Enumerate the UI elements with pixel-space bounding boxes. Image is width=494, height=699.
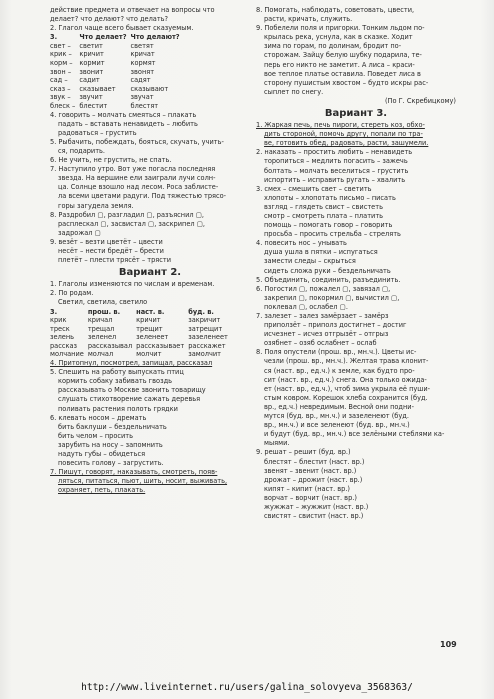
table-cell: звон – — [50, 67, 72, 76]
v3-item-3 — [256, 185, 456, 240]
text-line: 8. Раздробил ▢, разгладил ▢, разъяснил ▢, — [50, 210, 205, 219]
text-line: жужжат – жужжит (наст. вр.) — [264, 502, 369, 511]
table-cell: зазеленеет — [188, 333, 228, 342]
table-row — [50, 68, 184, 77]
item-3-header — [50, 33, 184, 42]
column-header: 3. — [50, 33, 58, 42]
text-line: 6. Погостил ▢, пожалел ▢, завязал ▢, — [256, 284, 391, 293]
table-cell: молчал — [87, 350, 114, 359]
table-cell: корм – — [50, 59, 73, 68]
text-line: взгляд – глядеть свист – свистеть — [264, 202, 383, 211]
text-line: дить стороной, помочь другу, попали по тра- — [264, 130, 423, 139]
v3-item-2 — [256, 148, 456, 184]
text-line: 9. решат – решит (буд. вр.) — [256, 448, 351, 457]
text-line: исчезнет – исчез отгрызёт – отгрыз — [264, 330, 389, 339]
table-cell: крик — [50, 316, 67, 325]
v3-item-7 — [256, 312, 456, 348]
v2-item-6 — [50, 414, 250, 469]
v2-item-4: 4. Притопнул, посмотрел, запищал, рассказал — [50, 359, 213, 368]
text-line: ве, готовить обед, радовать, расти, зашумели. — [264, 139, 429, 148]
item-9 — [50, 238, 250, 265]
v2-item-5 — [50, 368, 250, 413]
text-line: 5. Спешить на работу выпускать птиц — [50, 368, 184, 377]
text-line: 9. Побелели поля и пригорки. Тонким льдом по- — [256, 24, 425, 33]
text-line: хлопоты – хлопотать письмо – писать — [264, 193, 396, 202]
table-row — [50, 76, 184, 85]
text-line: охраняет, петь, плакать. — [58, 486, 146, 495]
table-cell: звонит — [79, 67, 104, 76]
v2-item-3-table — [50, 308, 232, 360]
text-line: поливать растения полоть грядки — [58, 404, 178, 413]
text-line: радоваться – грустить — [58, 128, 137, 137]
text-line: 3. смех – смешить свет – светить — [256, 184, 372, 193]
table-cell: рассказ — [50, 341, 78, 350]
right-column — [256, 6, 456, 521]
column-header: прош. в. — [87, 307, 121, 316]
table-cell: закричит — [188, 316, 221, 325]
table-cell: трещит — [136, 324, 163, 333]
text-line: вр., мн.ч.) и все зеленеют (буд. вр., мн.ч.) — [264, 421, 410, 430]
table-cell: расскажет — [188, 341, 226, 350]
table-cell: кричат — [130, 50, 155, 59]
table-cell: кричит — [79, 50, 104, 59]
item-5 — [50, 138, 250, 156]
text-line: 7. залезет – залез замёрзает – замёрз — [256, 312, 389, 320]
table-row — [50, 342, 232, 351]
v2-item-2 — [50, 289, 250, 307]
table-cell: треск — [50, 324, 70, 333]
table-cell: рассказывает — [136, 341, 185, 350]
text-line: крылась река, уснула, как в сказке. Ходит — [264, 33, 413, 42]
table-cell: сад – — [50, 76, 68, 85]
table-row — [50, 93, 184, 102]
text-line: слушать стихотворение сажать деревья — [58, 395, 201, 404]
table-cell: блеск – — [50, 102, 76, 111]
table-cell: молчание — [50, 350, 84, 359]
r-item-9 — [256, 24, 456, 97]
text-line: 4. говорить – молчать смеяться – плакать — [50, 110, 197, 119]
text-line: помощь – помогать говор – говорить — [264, 221, 393, 230]
text-line: ла всеми цветами радуги. Под тяжестью трясо- — [58, 192, 227, 201]
table-cell: блестит — [79, 102, 108, 111]
intro-text — [50, 6, 250, 24]
table-cell: зеленеет — [136, 333, 169, 342]
text-line: повесить голову – загрустить. — [58, 459, 164, 468]
text-line: 8. Помогать, наблюдать, советовать, цвести, — [256, 6, 415, 14]
r-item-8 — [256, 6, 456, 24]
text-line: замести следы – скрыться — [264, 257, 356, 266]
table-cell: садят — [130, 76, 151, 85]
item-3-table — [50, 33, 184, 110]
text-line: и будут (буд. вр., мн.ч.) все зелёными стеблями ка- — [264, 430, 445, 439]
text-line: рассказывать о Москве звонить товарищу — [58, 386, 206, 395]
text-line: сторону пушистым хвостом – будто искры рас- — [264, 78, 429, 87]
text-line: озябнет – озяб ослабнет – ослаб — [264, 339, 377, 348]
table-cell: кричит — [136, 316, 161, 325]
table-row — [50, 333, 232, 342]
variant-3-title: Вариант 3. — [324, 108, 388, 120]
variant-2-title: Вариант 2. — [118, 267, 182, 279]
text-line: поклевал ▢, ослабел ▢. — [264, 302, 348, 311]
table-row — [50, 59, 184, 68]
table-row — [50, 316, 232, 325]
text-line: дрожат – дрожит (наст. вр.) — [264, 475, 363, 484]
item-4 — [50, 111, 250, 138]
item-7 — [50, 165, 250, 210]
text-line: чезли (прош. вр., мн.ч.). Желтая трава клонит- — [264, 357, 429, 366]
v2-item-7 — [50, 468, 250, 495]
text-line: испортить – исправить ругать – хвалить — [264, 175, 406, 184]
table-row — [50, 350, 232, 359]
table-cell: кормит — [79, 59, 105, 68]
table-cell: звучат — [130, 93, 154, 102]
text-line: ляться, питаться, пьют, шить, носит, выживать, — [58, 477, 228, 486]
item-2: 2. Глагол чаще всего бывает сказуемым. — [50, 24, 194, 33]
text-line: свистят – свистит (наст. вр.) — [264, 512, 364, 521]
column-header: Что делает? — [79, 33, 127, 42]
text-line: плетёт – плести трясёт – трясти — [58, 256, 171, 265]
text-line: бить баклуши – бездельничать — [58, 422, 167, 431]
text-line: звенят – звенит (наст. вр.) — [264, 466, 357, 475]
table-row — [50, 325, 232, 334]
column-header: Что делают? — [130, 33, 180, 42]
item-6: 6. Не учить, не грустить, не спать. — [50, 156, 172, 165]
table-cell: сказывают — [130, 84, 169, 93]
text-line: сыплет по снегу. — [264, 87, 324, 96]
table-cell: садит — [79, 76, 100, 85]
table-cell: свет – — [50, 41, 71, 50]
text-line: перь его никто не заметит. А лиса – краси- — [264, 60, 415, 69]
text-line: душа ушла в пятки – испугаться — [264, 248, 378, 257]
column-header: буд. в. — [188, 307, 214, 316]
text-line: надуть губы – обидеться — [58, 450, 146, 458]
text-line: приползёт – приполз достигнет – достиг — [264, 321, 407, 330]
text-line: 2. наказать – простить любить – ненавидеть — [256, 148, 413, 157]
table-cell: кричал — [87, 316, 113, 325]
v2-item-3-header — [50, 308, 232, 317]
v2-item-3-body — [50, 316, 232, 359]
text-line: ет (наст. вр., ед.ч.), чтоб зима укрыла её пуши- — [264, 384, 430, 393]
table-cell: молчит — [136, 350, 162, 359]
v3-item-1 — [256, 121, 456, 148]
text-line: 4. повесить нос – унывать — [256, 239, 347, 248]
page-number: 109 — [440, 640, 457, 649]
table-cell: затрещит — [188, 324, 223, 333]
text-line: 7. Пишут, говорят, наказывать, смотреть, появ- — [50, 468, 218, 477]
text-line: ворчат – ворчит (наст. вр.) — [264, 493, 357, 502]
text-line: несёт – нести бредёт – брести — [58, 247, 164, 256]
table-cell: зеленел — [87, 333, 117, 342]
text-line: вое теплое платье оставила. Поведет лиса в — [264, 69, 421, 78]
text-line: ся, подарить. — [58, 147, 106, 155]
text-line: 2. По родам. — [50, 289, 94, 298]
v3-item-5: 5. Объединить, соединить, разъединить. — [256, 275, 401, 284]
text-line: смотр – смотреть плата – платить — [264, 211, 384, 220]
table-cell: светит — [79, 41, 103, 50]
table-row — [50, 50, 184, 59]
text-line: зарубить на носу – запомнить — [58, 440, 163, 449]
column-header: наст. в. — [136, 307, 165, 316]
text-line: 8. Поля опустели (прош. вр., мн.ч.). Цветы ис- — [256, 348, 417, 357]
text-line: закрепил ▢, покормил ▢, вычистил ▢, — [264, 293, 400, 302]
table-cell: светят — [130, 41, 154, 50]
table-cell: кормят — [130, 59, 156, 68]
text-line: просьба – просить стрельба – стрелять — [264, 230, 401, 239]
table-cell: звук – — [50, 93, 71, 102]
signature: (По Г. Скребицкому) — [384, 96, 456, 105]
text-line: бить челом – просить — [58, 431, 134, 440]
text-line: 1. Жаркая печь, печь пироги, стереть коз, обхо- — [256, 121, 425, 130]
table-cell: сказывает — [79, 84, 116, 93]
table-row — [50, 85, 184, 94]
text-line: падать – вставать ненавидеть – любить — [58, 119, 198, 128]
table-cell: крик – — [50, 50, 72, 59]
table-cell: замолчит — [188, 350, 222, 359]
table-cell: звучит — [79, 93, 103, 102]
item-3-body — [50, 42, 184, 111]
text-line: болтать – молчать веселиться – грустить — [264, 166, 409, 175]
v3-item-9 — [256, 448, 456, 521]
table-row — [50, 102, 184, 111]
footer-url: http://www.liveinternet.ru/users/galina_solovyeva_3568363/ — [81, 682, 413, 693]
text-line: 5. Рыбачить, побеждать, бояться, скучать, учить- — [50, 137, 224, 146]
column-header: 3. — [50, 307, 58, 316]
item-8 — [50, 211, 250, 238]
text-line: ца. Солнце взошло над лесом. Роса заблисте- — [58, 183, 219, 192]
v2-item-1: 1. Глаголы изменяются по числам и временам. — [50, 280, 215, 289]
text-line: 6. клевать носом – дремать — [50, 413, 147, 422]
text-line: Светил, светила, светило — [58, 298, 148, 307]
text-line: сит (наст. вр., ед.ч.) снега. Она только ожида- — [264, 375, 427, 384]
text-line: действие предмета и отвечает на вопросы что — [50, 6, 215, 14]
table-cell: блестят — [130, 102, 159, 111]
text-line: 9. везёт – везти цветёт – цвести — [50, 237, 163, 246]
table-row — [50, 42, 184, 51]
table-cell: зелень — [50, 333, 75, 342]
text-line: кормить собаку забивать гвоздь — [58, 377, 173, 386]
text-line: звезда. На вершине ели заиграли лучи солн- — [58, 174, 216, 183]
text-line: расплескал ▢, засвистал ▢, заскрипел ▢, — [58, 219, 206, 228]
text-line: делает? что делают? что делать? — [50, 15, 169, 24]
text-line: 7. Наступило утро. Вот уже погасла последняя — [50, 165, 216, 174]
table-cell: звонят — [130, 67, 155, 76]
text-line: мутся (буд. вр., мн.ч.) и зазеленеют (буд. — [264, 412, 409, 421]
text-line: зима по горам, по долинам, бродит по- — [264, 42, 402, 51]
v3-item-4 — [256, 239, 456, 275]
text-line: мыями. — [264, 439, 290, 448]
table-cell: рассказывал — [87, 341, 133, 350]
text-line: задрожал ▢ — [58, 228, 101, 237]
text-line: горы загудела земля. — [58, 201, 134, 210]
text-line: стым ковром. Корешок хлеба сохранится (буд. — [264, 393, 428, 402]
text-line: расти, кричать, служить. — [264, 15, 353, 24]
text-line: кипят – кипит (наст. вр.) — [264, 484, 350, 493]
table-cell: трещал — [87, 324, 115, 333]
text-line: блестят – блестит (наст. вр.) — [264, 457, 365, 466]
v3-item-6 — [256, 285, 456, 312]
text-line: сторожам. Зайцу белую шубку подарила, те- — [264, 51, 422, 60]
text-line: сидеть сложа руки – бездельничать — [264, 266, 391, 275]
left-column — [50, 6, 250, 495]
v3-item-8 — [256, 348, 456, 448]
text-line: ся (наст. вр., ед.ч.) к земле, как будто про- — [264, 366, 415, 375]
text-line: торопиться – медлить погасить – зажечь — [264, 157, 408, 166]
table-cell: сказ – — [50, 84, 71, 93]
text-line: вр., ед.ч.) невредимым. Весной они подни- — [264, 402, 414, 411]
